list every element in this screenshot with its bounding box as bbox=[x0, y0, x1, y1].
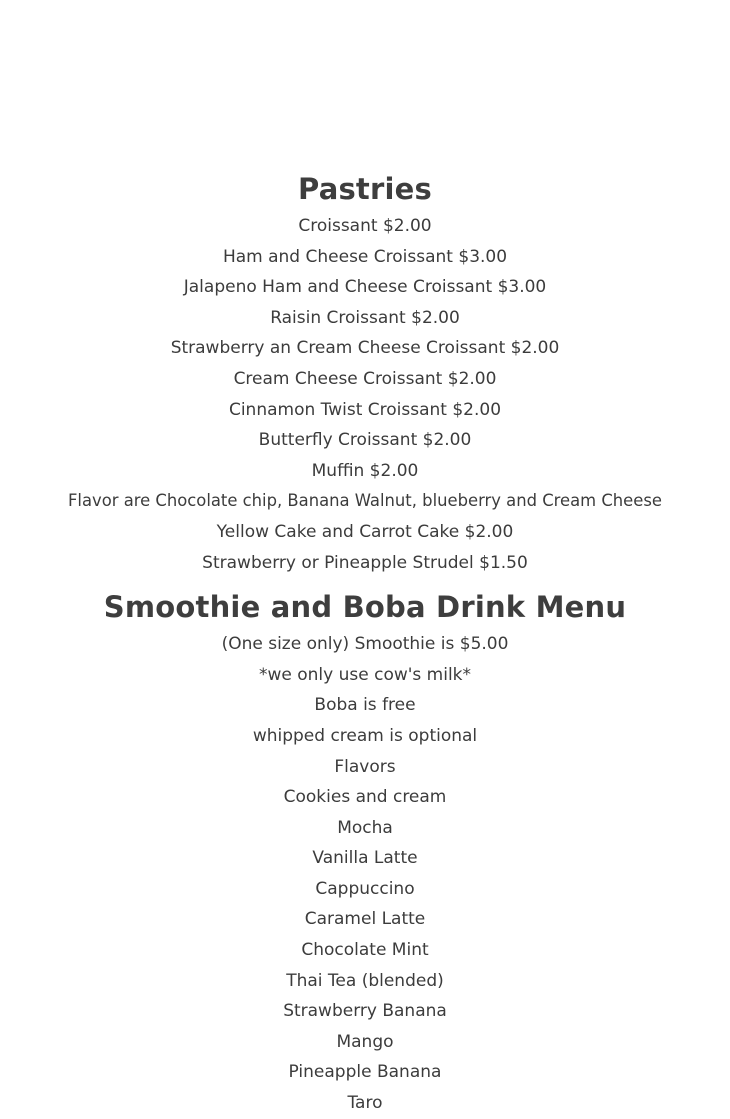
list-item: *we only use cow's milk* bbox=[258, 664, 472, 685]
list-item: Caramel Latte bbox=[304, 909, 426, 930]
list-item: Strawberry Banana bbox=[283, 1001, 447, 1022]
list-item: Croissant $2.00 bbox=[298, 216, 432, 236]
list-item: whipped cream is optional bbox=[252, 725, 478, 746]
list-item: Strawberry or Pineapple Strudel $1.50 bbox=[202, 552, 528, 573]
list-item: Raisin Croissant $2.00 bbox=[270, 307, 460, 328]
list-item: (One size only) Smoothie is $5.00 bbox=[221, 634, 509, 655]
list-item: Cinnamon Twist Croissant $2.00 bbox=[228, 399, 502, 420]
list-item: Jalapeno Ham and Cheese Croissant $3.00 bbox=[183, 277, 547, 298]
list-item: Boba is free bbox=[314, 695, 416, 716]
list-item: Pineapple Banana bbox=[288, 1062, 442, 1083]
list-item: Cappuccino bbox=[315, 878, 415, 899]
smoothie-list bbox=[0, 629, 730, 1119]
pastries-title: Pastries bbox=[298, 172, 432, 206]
list-item: Vanilla Latte bbox=[312, 848, 418, 869]
list-item: Cookies and cream bbox=[283, 787, 447, 808]
list-item: Chocolate Mint bbox=[301, 940, 429, 961]
list-item: Thai Tea (blended) bbox=[286, 970, 444, 991]
list-item: Mocha bbox=[337, 817, 393, 838]
top-spacer bbox=[0, 0, 730, 171]
list-item: Yellow Cake and Carrot Cake $2.00 bbox=[216, 521, 514, 542]
list-item: Taro bbox=[347, 1093, 383, 1114]
list-item: Cream Cheese Croissant $2.00 bbox=[233, 368, 497, 389]
smoothie-title: Smoothie and Boba Drink Menu bbox=[103, 590, 627, 625]
list-item: Ham and Cheese Croissant $3.00 bbox=[222, 246, 508, 267]
list-item: Mango bbox=[336, 1031, 394, 1052]
list-item: Butterfly Croissant $2.00 bbox=[258, 430, 472, 451]
list-item: Strawberry an Cream Cheese Croissant $2.00 bbox=[170, 338, 560, 359]
pastries-section bbox=[0, 171, 730, 578]
list-item: Muffin $2.00 bbox=[311, 460, 419, 481]
list-item: Flavors bbox=[334, 756, 396, 777]
pastries-list bbox=[0, 211, 730, 578]
list-item: Flavor are Chocolate chip, Banana Walnut, blueberry and Cream Cheese bbox=[68, 491, 662, 511]
smoothie-section bbox=[0, 589, 730, 1119]
